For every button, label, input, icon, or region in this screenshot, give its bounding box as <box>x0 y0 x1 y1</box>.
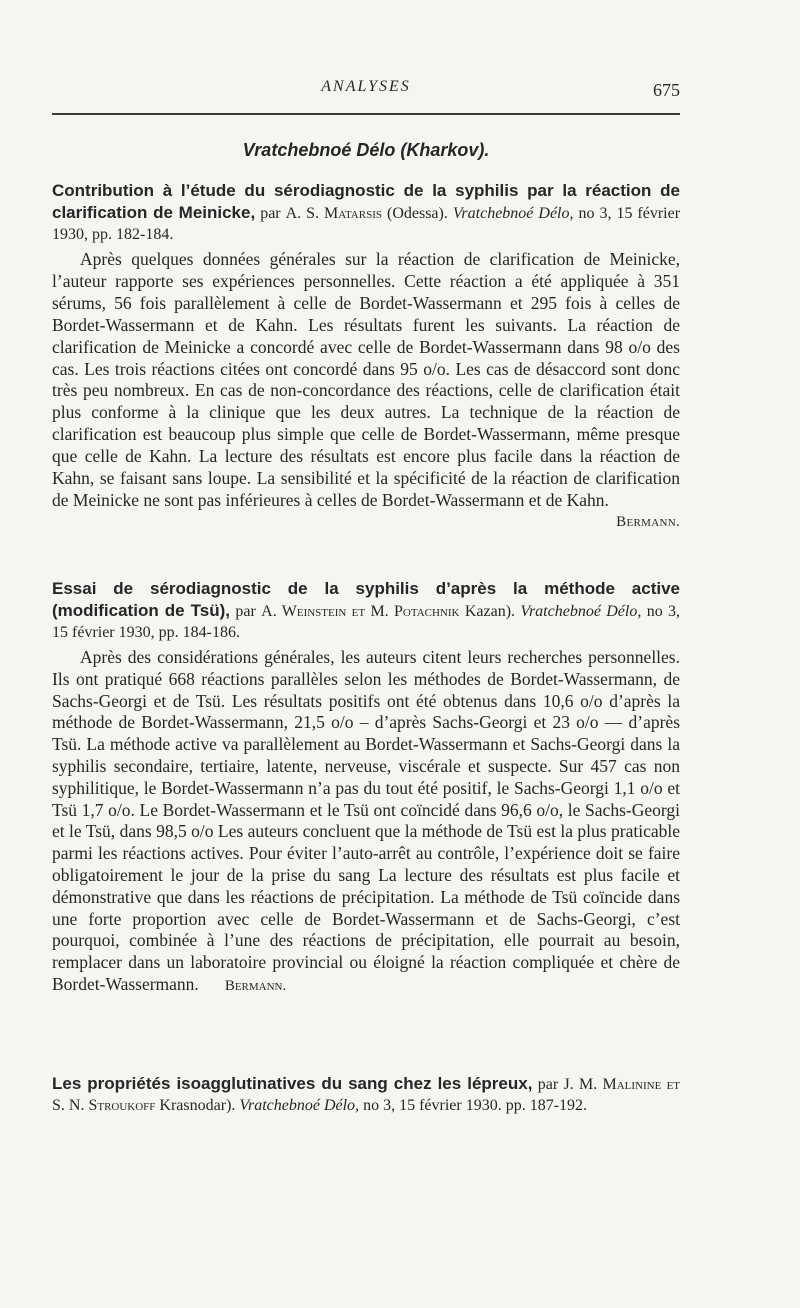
header-rule <box>52 113 680 115</box>
running-title: ANALYSES <box>321 78 411 95</box>
article-heading <box>52 1073 680 1116</box>
page-number: 675 <box>653 80 680 100</box>
article-signature: Bermann. <box>224 977 287 994</box>
article-heading <box>52 180 680 245</box>
article-body <box>52 647 680 998</box>
article-authors: A. Weinstein et M. Potachnik <box>261 603 460 620</box>
article-by: par <box>537 1076 559 1093</box>
article-heading <box>52 578 680 643</box>
article-1 <box>52 180 680 534</box>
article-title: Essai de sérodiagnostic de la syphilis d’après la méthode active (modification de Tsü), <box>52 579 680 620</box>
article-body-text: Après quelques données générales sur la réaction de clarification de Meinicke, l’auteur rapporte ses expériences personnelles. Cette réaction a été appliquée à 351 sérums, 56 fois parallèlement à celle de Bordet-Wassermann et 295 fois à celles de Bordet-Wassermann et de Kahn. Les résultats furent les suivants. La réaction de clarification de Meinicke a concordé avec celle de Bordet-Wassermann dans 98 o/o des cas. Les trois réactions citées ont concordé dans 95 o/o. Les cas de désaccord sont donc très peu nombreux. En cas de non-concordance des réactions, celle de clarification était plus conforme à la clinique que les deux autres. La technique de la réaction de clarification est beaucoup plus simple que celle de Bordet-Wassermann, même presque que celle de Kahn. La lecture des résultats est encore plus facile dans la réaction de Kahn, se faisant sans loupe. La sensibilité et la spécificité de la réaction de clarification de Meinicke ne sont pas inférieures à celles de Bordet-Wassermann et de Kahn. <box>52 249 680 510</box>
article-3 <box>52 1073 680 1120</box>
article-authors: J. M. Malinine et S. N. Stroukoff <box>52 1076 681 1114</box>
article-reference: no 3, 15 février 1930, pp. 182-184. <box>52 205 681 243</box>
article-by: par <box>235 603 256 620</box>
article-signature: Bermann. <box>616 513 680 530</box>
article-authors: A. S. Matarsis <box>285 205 382 222</box>
article-by: par <box>260 205 281 222</box>
article-journal: Vratchebnoé Délo, <box>520 603 642 620</box>
article-reference: no 3, 15 février 1930, pp. 184-186. <box>52 603 681 641</box>
journal-heading: Vratchebnoé Délo (Kharkov). <box>242 140 490 160</box>
article-affiliation: Kazan). <box>464 603 516 620</box>
article-affiliation: Krasnodar). <box>159 1097 236 1114</box>
article-journal: Vratchebnoé Délo, <box>452 205 574 222</box>
article-title: Les propriétés isoagglutinatives du sang chez les lépreux, <box>52 1074 533 1093</box>
article-journal: Vratchebnoé Délo, <box>239 1097 360 1114</box>
article-title: Contribution à l’étude du sérodiagnostic de la syphilis par la réaction de clarification de Meinicke, <box>52 181 680 222</box>
article-reference: no 3, 15 février 1930. pp. 187-192. <box>363 1097 588 1114</box>
article-2 <box>52 578 680 998</box>
article-body-text: Après des considérations générales, les auteurs citent leurs recherches personnelles. Ils ont pratiqué 668 réactions parallèles selon les méthodes de Bordet-Wassermann, de Sachs-Georgi et de Tsü. Les résultats positifs ont été obtenus dans 10,6 o/o d’après la méthode de Bordet-Wassermann, 21,5 o/o – d’après Sachs-Georgi et 23 o/o — d’après Tsü. La méthode active va parallèlement au Bordet-Wassermann et Sachs-Georgi dans la syphilis secondaire, tertiaire, latente, nerveuse, viscérale et suspecte. Sur 457 cas non syphilitique, le Bordet-Wassermann n’a pas du tout été positif, le Sachs-Georgi 1,1 o/o et Tsü 1,7 o/o. Le Bordet-Wassermann et le Tsü ont coïncidé dans 96,6 o/o, le Sachs-Georgi et le Tsü, dans 98,5 o/o Les auteurs concluent que la méthode de Tsü est la plus praticable parmi les réactions actives. Pour éviter l’auto-arrêt au contrôle, l’expérience doit se faire obligatoirement le jour de la prise du sang La lecture des résultats est plus facile et démonstrative que dans les réactions de précipitation. La méthode de Tsü coïncide dans une forte proportion avec celle de Bordet-Wassermann et de Sachs-Georgi, c’est pourquoi, combinée à l’une des réactions de précipitation, elle pourrait au besoin, remplacer dans un laboratoire provincial ou éloigné la réaction compliquée et chère de Bordet-Wassermann. <box>52 647 680 994</box>
article-affiliation: (Odessa). <box>386 205 448 222</box>
article-body <box>52 249 680 530</box>
running-head <box>52 78 680 108</box>
